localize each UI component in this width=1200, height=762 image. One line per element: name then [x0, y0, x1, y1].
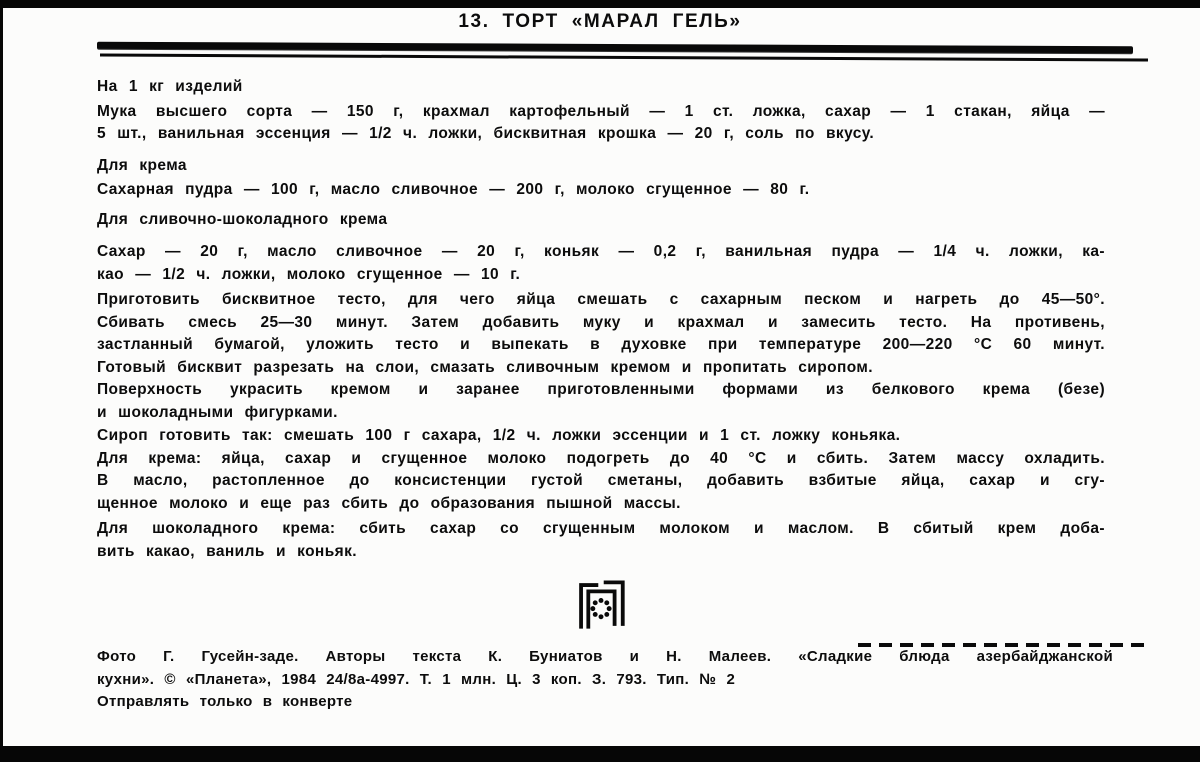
- scan-left-edge-line: [0, 8, 3, 746]
- title-rule-thick: [97, 42, 1133, 54]
- text-line: Сахар — 20 г, масло сливочное — 20 г, коньяк — 0,2 г, ванильная пудра — 1/4 ч. ложки, ка-: [97, 243, 1105, 260]
- postal-note: Отправлять только в конверте: [97, 693, 353, 710]
- text-line: Для крема: яйца, сахар и сгущенное молоко подогреть до 40 °С и сбить. Затем массу охладить.: [97, 449, 1105, 467]
- text-line: 5 шт., ванильная эссенция — 1/2 ч. ложки, бисквитная крошка — 20 г, соль по вкусу.: [97, 125, 875, 142]
- yield-heading: На 1 кг изделий: [97, 78, 243, 95]
- chocolate-cream-ingredients-paragraph: [97, 241, 1105, 286]
- instructions-paragraph: [97, 289, 1105, 424]
- text-line: Приготовить бисквитное тесто, для чего яйца смешать с сахарным песком и нагреть до 45—50°.: [97, 291, 1105, 308]
- text-line: В масло, растопленное до консистенции густой сметаны, добавить взбитые яйца, сахар и сгу-: [97, 472, 1105, 489]
- credits-line: Фото Г. Гусейн-заде. Авторы текста К. Буниатов и Н. Малеев. «Сладкие блюда азербайджанской: [97, 648, 1113, 665]
- text-line: щенное молоко и еще раз сбить до образования пышной массы.: [97, 494, 681, 512]
- text-line: Для шоколадного крема: сбить сахар со сгущенным молоком и маслом. В сбитый крем доба-: [97, 520, 1105, 537]
- text-line: Готовый бисквит разрезать на слои, смазать сливочным кремом и пропитать сиропом.: [97, 358, 873, 376]
- chocolate-cream-instructions-paragraph: [97, 518, 1105, 563]
- recipe-title: 13. ТОРТ «МАРАЛ ГЕЛЬ»: [458, 11, 742, 32]
- text-line: Сахарная пудра — 100 г, масло сливочное — 200 г, молоко сгущенное — 80 г.: [97, 181, 810, 198]
- text-line: застланный бумагой, уложить тесто и выпекать в духовке при температуре 200—220 °С 60 минут.: [97, 336, 1105, 353]
- text-line: Сбивать смесь 25—30 минут. Затем добавить муку и крахмал и замесить тесто. На противень,: [97, 313, 1105, 331]
- cream-ingredients-paragraph: [97, 179, 1105, 202]
- text-line: Поверхность украсить кремом и заранее приготовленными формами из белкового крема (безе): [97, 381, 1105, 398]
- text-line: и шоколадными фигурками.: [97, 403, 338, 421]
- chocolate-cream-heading: Для сливочно-шоколадного крема: [97, 210, 388, 228]
- cream-heading: Для крема: [97, 156, 187, 174]
- text-line: као — 1/2 ч. ложки, молоко сгущенное — 10 г.: [97, 265, 521, 283]
- scan-top-edge-bar: [0, 0, 1200, 8]
- scan-bottom-edge-bar: [0, 746, 1200, 762]
- title-rule-thin: [100, 53, 1148, 61]
- syrup-and-cream-paragraph: [97, 425, 1105, 515]
- planeta-publisher-logo-icon: [572, 576, 630, 634]
- text-line: Сироп готовить так: смешать 100 г сахара, 1/2 ч. ложки эссенции и 1 ст. ложку коньяка.: [97, 427, 901, 444]
- text-line: вить какао, ваниль и коньяк.: [97, 542, 357, 560]
- ingredients-paragraph: [97, 101, 1105, 146]
- recipe-body: [97, 76, 1105, 563]
- credits-line: кухни». © «Планета», 1984 24/8а-4997. Т. 1 млн. Ц. 3 коп. З. 793. Тип. № 2: [97, 670, 736, 688]
- text-line: Мука высшего сорта — 150 г, крахмал картофельный — 1 ст. ложка, сахар — 1 стакан, яйца —: [97, 102, 1105, 120]
- imprint-block: [97, 646, 1113, 714]
